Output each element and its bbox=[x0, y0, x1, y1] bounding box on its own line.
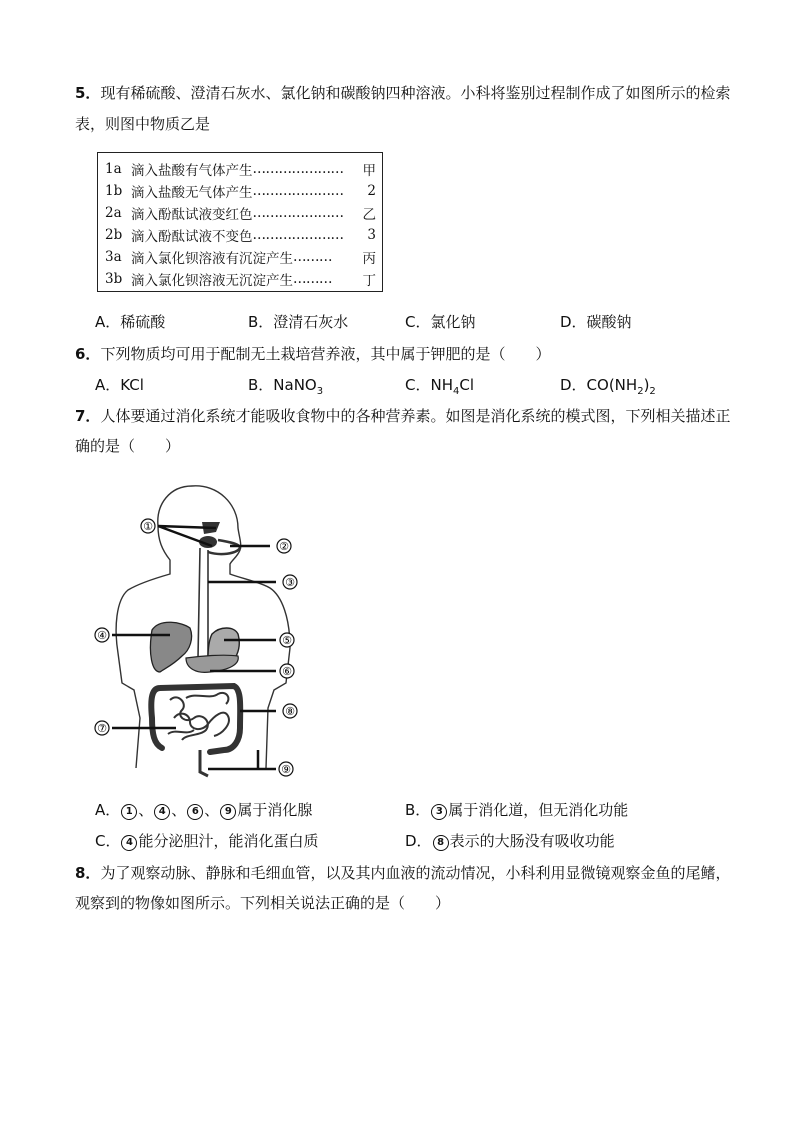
key-dots: ………………… bbox=[252, 183, 344, 199]
q5-number: 5． bbox=[75, 84, 101, 102]
circled-number: 3 bbox=[431, 804, 447, 820]
circled-number: 1 bbox=[121, 804, 137, 820]
q6-option-b-text: B．NaNO bbox=[248, 376, 317, 394]
key-row bbox=[105, 247, 376, 267]
q6-option-c-post: Cl bbox=[459, 376, 475, 394]
q5-text-line1: 现有稀硫酸、澄清石灰水、氯化钠和碳酸钠四种溶液。小科将鉴别过程制作成了如图所示的检索 bbox=[100, 84, 731, 102]
separator: 、 bbox=[204, 801, 220, 819]
q5-option-c[interactable]: C．氯化钠 bbox=[405, 313, 476, 331]
esophagus bbox=[198, 548, 208, 658]
circled-number: 6 bbox=[187, 804, 203, 820]
small-intestine bbox=[168, 693, 229, 740]
option-text: 能分泌胆汁，能消化蛋白质 bbox=[138, 832, 319, 850]
key-result: 3 bbox=[367, 227, 376, 243]
q5-option-a[interactable]: A．稀硫酸 bbox=[95, 313, 166, 331]
q8-number: 8． bbox=[75, 864, 101, 882]
q7-option-d[interactable] bbox=[405, 830, 615, 851]
key-row bbox=[105, 203, 376, 223]
q5-text-line2: 表，则图中物质乙是 bbox=[75, 115, 211, 133]
option-prefix: B． bbox=[405, 801, 431, 819]
q7-text-line1: 人体要通过消化系统才能吸收食物中的各种营养素。如图是消化系统的模式图，下列相关描述正 bbox=[100, 407, 731, 425]
circled-number: 4 bbox=[154, 804, 170, 820]
q6-option-d-mid: ) bbox=[643, 376, 650, 394]
key-desc: 滴入盐酸无气体产生 bbox=[131, 185, 253, 201]
q8-text-line2: 观察到的物像如图所示。下列相关说法正确的是（ ） bbox=[75, 894, 451, 912]
separator: 、 bbox=[138, 801, 154, 819]
circled-number: 8 bbox=[433, 835, 449, 851]
key-code: 1a bbox=[105, 161, 122, 177]
option-text: 表示的大肠没有吸收功能 bbox=[449, 832, 615, 850]
key-row bbox=[105, 159, 376, 179]
key-dots: ……… bbox=[293, 249, 332, 265]
circled-number: 4 bbox=[121, 835, 137, 851]
key-result: 丁 bbox=[362, 273, 376, 289]
q7-option-a[interactable] bbox=[95, 799, 312, 820]
key-code: 3a bbox=[105, 249, 122, 265]
key-dots: ………………… bbox=[252, 227, 344, 243]
key-code: 2a bbox=[105, 205, 122, 221]
q6-option-a[interactable]: A．KCl bbox=[95, 376, 144, 394]
q5-option-b[interactable]: B．澄清石灰水 bbox=[248, 313, 349, 331]
q8-line1 bbox=[75, 862, 730, 883]
label-4: ④ bbox=[97, 629, 107, 642]
key-result: 2 bbox=[367, 183, 376, 199]
circled-number: 9 bbox=[220, 804, 236, 820]
digestive-system-diagram bbox=[90, 478, 310, 783]
option-text: 属于消化道，但无消化功能 bbox=[448, 801, 629, 819]
q6-option-d-sub1: 2 bbox=[637, 386, 644, 397]
q7-text-line2: 确的是（ ） bbox=[75, 437, 181, 455]
label-1: ① bbox=[143, 520, 153, 533]
label-9: ⑨ bbox=[281, 763, 291, 776]
q6-option-c-text: C．NH bbox=[405, 376, 453, 394]
option-prefix: A． bbox=[95, 801, 121, 819]
q6-option-c[interactable] bbox=[405, 374, 474, 397]
q7-option-b[interactable] bbox=[405, 799, 628, 820]
q5-option-d[interactable]: D．碳酸钠 bbox=[560, 313, 632, 331]
option-prefix: C． bbox=[95, 832, 121, 850]
q6-number: 6． bbox=[75, 345, 101, 363]
label-6: ⑥ bbox=[282, 665, 292, 678]
key-code: 1b bbox=[105, 183, 123, 199]
key-result: 乙 bbox=[362, 207, 376, 223]
key-row bbox=[105, 269, 376, 289]
q8-text-line1: 为了观察动脉、静脉和毛细血管，以及其内血液的流动情况，小科利用显微镜观察金鱼的尾鳍， bbox=[100, 864, 731, 882]
key-desc: 滴入氯化钡溶液有沉淀产生 bbox=[131, 251, 293, 267]
label-2: ② bbox=[279, 540, 289, 553]
liver bbox=[150, 622, 191, 672]
q7-number: 7． bbox=[75, 407, 101, 425]
key-dots: ………………… bbox=[252, 161, 344, 177]
q6-option-d-sub2: 2 bbox=[649, 386, 656, 397]
option-prefix: D． bbox=[405, 832, 432, 850]
rectum bbox=[200, 750, 208, 776]
q6-option-b[interactable] bbox=[248, 374, 323, 397]
q6-option-c-sub: 4 bbox=[452, 386, 460, 397]
label-8: ⑧ bbox=[285, 705, 295, 718]
key-desc: 滴入盐酸有气体产生 bbox=[131, 163, 253, 179]
key-code: 3b bbox=[105, 271, 123, 287]
label-3: ③ bbox=[285, 576, 295, 589]
q6-text: 下列物质均可用于配制无土栽培营养液，其中属于钾肥的是（ ） bbox=[100, 345, 551, 363]
label-5: ⑤ bbox=[282, 634, 292, 647]
q5-key-table bbox=[97, 152, 383, 292]
key-result: 丙 bbox=[362, 251, 376, 267]
q7-option-c[interactable] bbox=[95, 830, 319, 851]
key-dots: ……… bbox=[293, 271, 332, 287]
q6-option-b-sub: 3 bbox=[316, 386, 324, 397]
label-7: ⑦ bbox=[97, 722, 107, 735]
q6-option-d[interactable] bbox=[560, 374, 656, 397]
q7-line1 bbox=[75, 405, 730, 426]
key-code: 2b bbox=[105, 227, 123, 243]
key-row bbox=[105, 225, 376, 245]
key-desc: 滴入氯化钡溶液无沉淀产生 bbox=[131, 273, 293, 289]
leader-lines bbox=[112, 526, 276, 769]
key-row bbox=[105, 181, 376, 201]
q5-line1 bbox=[75, 82, 730, 103]
key-desc: 滴入酚酞试液变红色 bbox=[131, 207, 253, 223]
key-dots: ………………… bbox=[252, 205, 344, 221]
option-text: 属于消化腺 bbox=[237, 801, 313, 819]
separator: 、 bbox=[171, 801, 187, 819]
key-desc: 滴入酚酞试液不变色 bbox=[131, 229, 253, 245]
q6-line bbox=[75, 343, 550, 364]
q6-option-d-text: D．CO(NH bbox=[560, 376, 638, 394]
key-result: 甲 bbox=[362, 163, 376, 179]
